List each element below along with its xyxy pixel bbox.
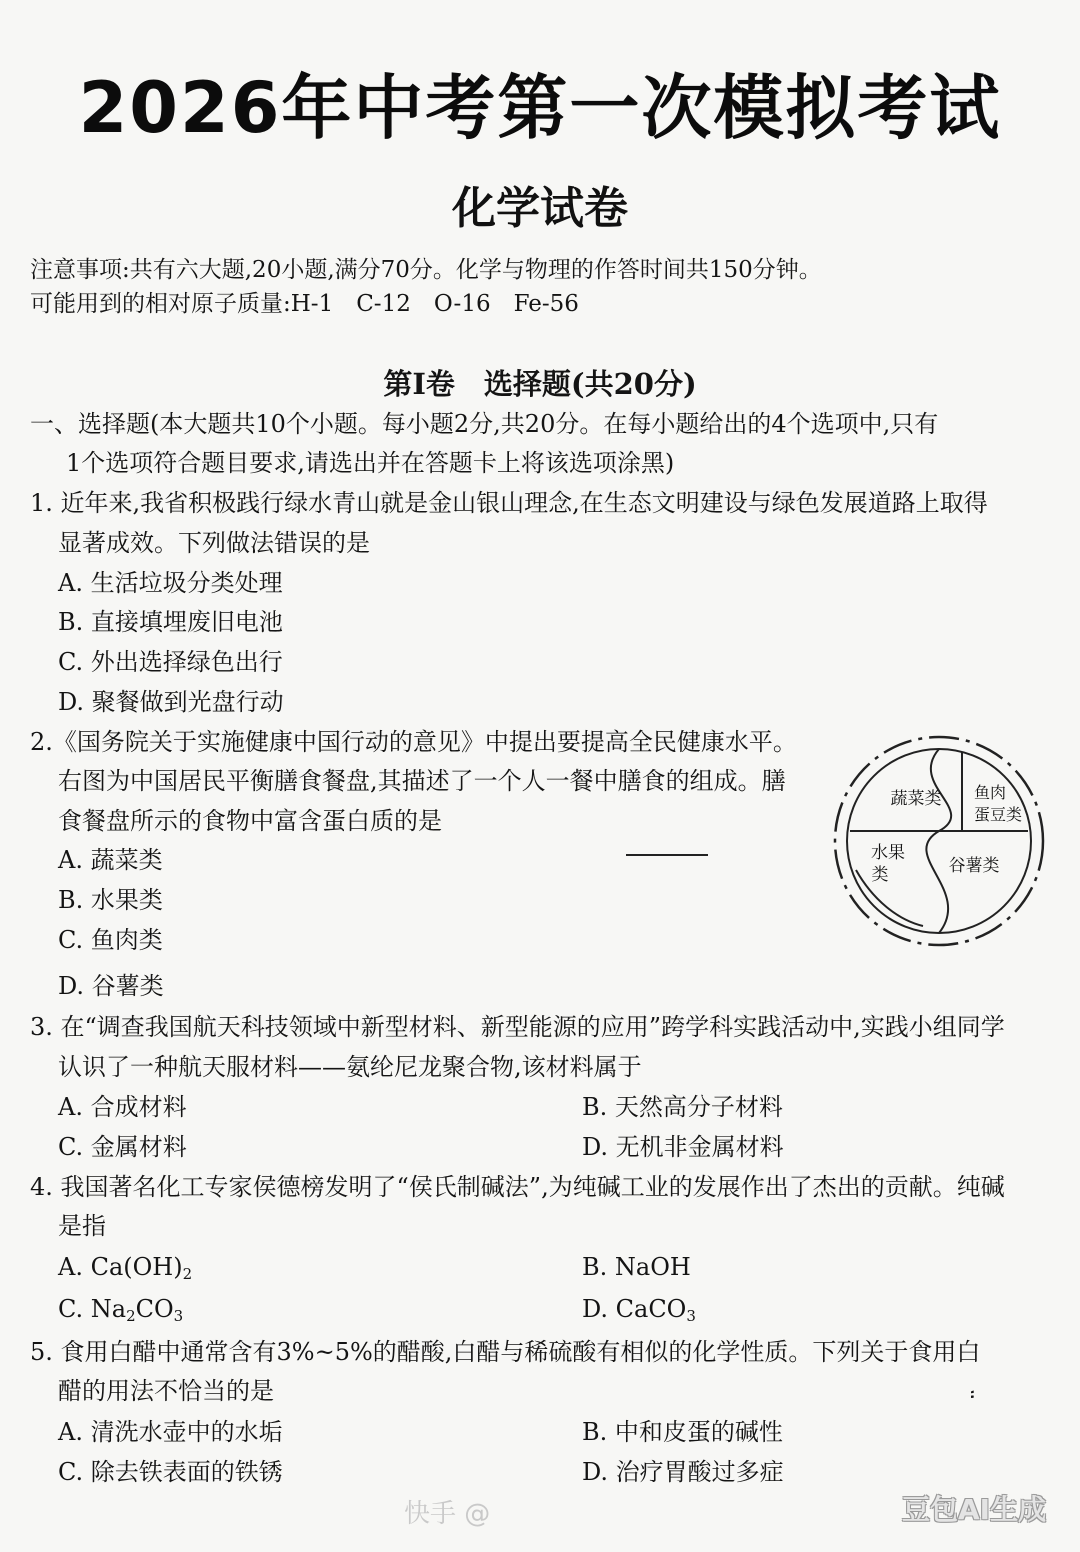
q5-option-d: D. 治疗胃酸过多症	[582, 1458, 784, 1486]
q4-option-d: D. CaCO$_3$	[582, 1295, 696, 1325]
q5-stem-line2: 醋的用法不恰当的是	[58, 1377, 274, 1405]
q5-option-c: C. 除去铁表面的铁锈	[58, 1458, 283, 1486]
q3-option-d: D. 无机非金属材料	[582, 1133, 784, 1161]
q1-option-b: B. 直接填埋废旧电池	[58, 608, 283, 636]
section-heading: 第Ⅰ卷 选择题(共20分)	[383, 367, 697, 401]
plate-inner-ring	[847, 749, 1031, 933]
q1-option-c: C. 外出选择绿色出行	[58, 648, 283, 676]
paper-subtitle: 化学试卷	[452, 183, 628, 234]
q2-option-b: B. 水果类	[58, 886, 163, 914]
stray-mark: ፡	[970, 1382, 975, 1406]
kuaishou-watermark: 快手 @	[404, 1499, 491, 1529]
exam-title: 2026年中考第一次模拟考试	[78, 67, 1002, 149]
q4-stem-line1: 4. 我国著名化工专家侯德榜发明了“侯氏制碱法”,为纯碱工业的发展作出了杰出的贡献。纯碱	[30, 1173, 1005, 1201]
q5-option-a: A. 清洗水壶中的水垢	[58, 1418, 283, 1446]
q5-option-b: B. 中和皮蛋的碱性	[582, 1418, 783, 1446]
q4-option-a: A. $Ca(OH)_2$	[58, 1253, 193, 1283]
notice-text: 注意事项:共有六大题,20小题,满分70分。化学与物理的作答时间共150分钟。	[30, 257, 822, 283]
q4-stem-line2: 是指	[58, 1212, 106, 1240]
q2-stem-line3: 食餐盘所示的食物中富含蛋白质的是	[58, 807, 442, 835]
q1-option-a: A. 生活垃圾分类处理	[58, 569, 283, 597]
q3-option-c: C. 金属材料	[58, 1133, 187, 1161]
q2-stem-line1: 2.《国务院关于实施健康中国行动的意见》中提出要提高全民健康水平。	[30, 728, 797, 756]
q3-option-a: A. 合成材料	[58, 1093, 187, 1121]
q5-stem-line1: 5. 食用白醋中通常含有3%~5%的醋酸,白醋与稀硫酸有相似的化学性质。下列关于食用白	[30, 1338, 981, 1366]
label-grains: 谷薯类	[948, 856, 1000, 876]
q3-stem-line2: 认识了一种航天服材料——氨纶尼龙聚合物,该材料属于	[58, 1053, 642, 1081]
section-instructions-line2: 1个选项符合题目要求,请选出并在答题卡上将该选项涂黑)	[66, 449, 675, 477]
q2-option-d: D. 谷薯类	[58, 972, 164, 1000]
label-fruit-2: 类	[871, 865, 889, 885]
label-fish-meat-1: 鱼肉	[973, 783, 1007, 802]
q3-stem-line1: 3. 在“调查我国航天科技领域中新型材料、新型能源的应用”跨学科实践活动中,实践小组同学	[30, 1013, 1005, 1041]
q4-option-b: B. NaOH	[582, 1253, 691, 1281]
q4-option-c: C. $Na_2CO_3$	[58, 1295, 184, 1325]
label-vegetables: 蔬菜类	[890, 789, 942, 809]
q1-stem-line1: 1. 近年来,我省积极践行绿水青山就是金山银山理念,在生态文明建设与绿色发展道路上取得	[30, 489, 988, 517]
balanced-diet-plate-figure	[828, 730, 1050, 952]
plate-outer-ring	[835, 737, 1043, 945]
q2-option-a: A. 蔬菜类	[58, 846, 163, 874]
label-fruit-1: 水果	[871, 843, 905, 863]
label-fish-meat-2: 蛋豆类	[973, 805, 1023, 824]
plate-divider-curve	[926, 749, 951, 933]
ai-generated-watermark: 豆包AI生成	[902, 1493, 1047, 1526]
q2-option-c: C. 鱼肉类	[58, 926, 163, 954]
atomic-masses: 可能用到的相对原子质量:H-1 C-12 O-16 Fe-56	[30, 291, 579, 317]
q2-stem-line2: 右图为中国居民平衡膳食餐盘,其描述了一个人一餐中膳食的组成。膳	[58, 767, 786, 795]
blank-line	[626, 854, 708, 856]
q3-option-b: B. 天然高分子材料	[582, 1093, 783, 1121]
q1-option-d: D. 聚餐做到光盘行动	[58, 688, 284, 716]
q1-stem-line2: 显著成效。下列做法错误的是	[58, 529, 370, 557]
section-instructions-line1: 一、选择题(本大题共10个小题。每小题2分,共20分。在每小题给出的4个选项中,只有	[30, 410, 939, 438]
